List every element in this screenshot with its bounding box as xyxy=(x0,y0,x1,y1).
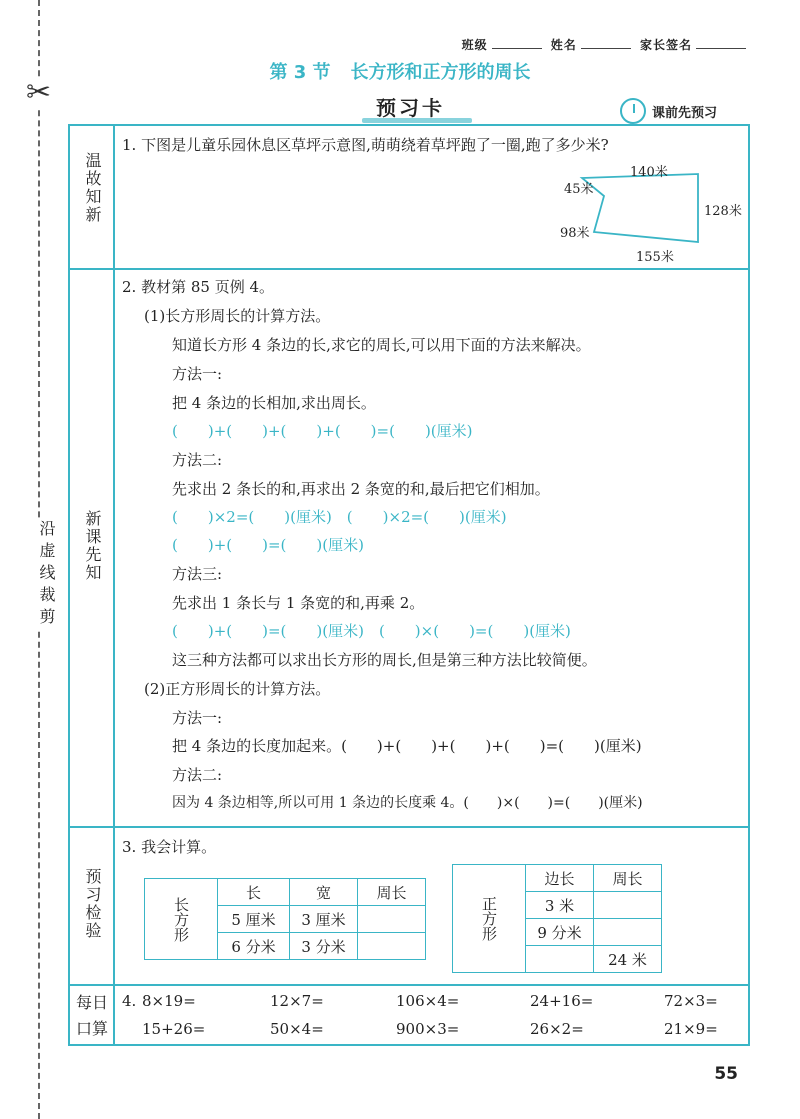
divider-new xyxy=(68,826,750,828)
q3-text: 3. 我会计算。 xyxy=(122,838,217,856)
answer-cell[interactable] xyxy=(594,919,662,946)
rect-side-label-text: 长方形 xyxy=(172,896,190,942)
method3-title: 方法三: xyxy=(172,565,223,583)
method2-formula1[interactable]: ( )×2=( )(厘米) ( )×2=( )(厘米) xyxy=(172,508,507,526)
label-review-text: 温故知新 xyxy=(83,152,102,224)
method3-formula[interactable]: ( )+( )=( )(厘米) ( )×( )=( )(厘米) xyxy=(172,622,571,640)
lawn-shape xyxy=(582,174,698,242)
calc-item[interactable]: 26×2= xyxy=(530,1020,584,1038)
table-cell: 3 米 xyxy=(526,892,594,919)
class-label: 班级 xyxy=(461,38,488,52)
answer-cell[interactable] xyxy=(358,933,426,960)
q2-part1-desc: 知道长方形 4 条边的长,求它的周长,可以用下面的方法来解决。 xyxy=(172,336,591,354)
label-left-bottom: 98米 xyxy=(560,226,590,241)
calc-item[interactable]: 15+26= xyxy=(142,1020,206,1038)
calc-item[interactable]: 21×9= xyxy=(664,1020,718,1038)
method3-desc: 先求出 1 条长与 1 条宽的和,再乘 2。 xyxy=(172,594,425,612)
method2-desc: 先求出 2 条长的和,再求出 2 条宽的和,最后把它们相加。 xyxy=(172,480,550,498)
square-method1-title: 方法一: xyxy=(172,709,223,727)
rect-header: 宽 xyxy=(290,879,358,906)
table-cell: 6 分米 xyxy=(218,933,290,960)
preview-tag xyxy=(620,98,717,124)
q4-prefix: 4. xyxy=(122,992,137,1010)
table-cell: 3 厘米 xyxy=(290,906,358,933)
method1-formula[interactable]: ( )+( )+( )+( )=( )(厘米) xyxy=(172,422,473,440)
table-cell: 24 米 xyxy=(594,946,662,973)
calc-item[interactable]: 900×3= xyxy=(396,1020,460,1038)
square-side-label xyxy=(453,865,526,973)
label-new-text: 新课先知 xyxy=(83,510,102,582)
square-table xyxy=(452,864,662,973)
answer-cell[interactable] xyxy=(526,946,594,973)
q2-part2-title: (2)正方形周长的计算方法。 xyxy=(144,680,331,698)
square-method2-desc[interactable]: 因为 4 条边相等,所以可用 1 条边的长度乘 4。( )×( )=( )(厘米) xyxy=(172,795,643,811)
square-method1-desc[interactable]: 把 4 条边的长度加起来。( )+( )+( )+( )=( )(厘米) xyxy=(172,737,642,755)
label-review xyxy=(70,152,114,224)
section-topic: 长方形和正方形的周长 xyxy=(350,62,531,83)
calc-item[interactable]: 50×4= xyxy=(270,1020,324,1038)
conclusion: 这三种方法都可以求出长方形的周长,但是第三种方法比较简便。 xyxy=(172,651,597,669)
cut-instruction xyxy=(34,520,58,630)
cut-text: 沿虚线裁剪 xyxy=(37,520,56,630)
square-header: 周长 xyxy=(594,865,662,892)
q2-part1-title: (1)长方形周长的计算方法。 xyxy=(144,307,331,325)
method2-title: 方法二: xyxy=(172,451,223,469)
divider-check xyxy=(68,984,750,986)
q1-text: 1. 下图是儿童乐园休息区草坪示意图,萌萌绕着草坪跑了一圈,跑了多少米? xyxy=(122,136,609,154)
answer-cell[interactable] xyxy=(358,906,426,933)
table-cell: 9 分米 xyxy=(526,919,594,946)
page-title xyxy=(0,58,800,84)
calc-item[interactable]: 8×19= xyxy=(142,992,196,1010)
clock-icon xyxy=(620,98,646,124)
calc-item[interactable]: 72×3= xyxy=(664,992,718,1010)
label-daily-line2: 口算 xyxy=(75,1019,108,1038)
header-info xyxy=(462,36,750,53)
label-check xyxy=(70,868,114,940)
section-number: 第 3 节 xyxy=(269,62,331,83)
square-table-wrap xyxy=(452,864,662,973)
name-blank[interactable] xyxy=(581,48,631,49)
square-method2-title: 方法二: xyxy=(172,766,223,784)
parent-label: 家长签名 xyxy=(639,38,692,52)
scissors-icon: ✂ xyxy=(26,75,52,110)
label-bottom: 155米 xyxy=(636,250,674,265)
calc-item[interactable]: 24+16= xyxy=(530,992,594,1010)
rect-table-wrap xyxy=(144,878,426,960)
subtitle: 预习卡 xyxy=(376,96,445,120)
label-left-top: 45米 xyxy=(564,182,594,197)
calc-item[interactable]: 106×4= xyxy=(396,992,460,1010)
method2-formula2[interactable]: ( )+( )=( )(厘米) xyxy=(172,536,364,554)
page-number: 55 xyxy=(714,1064,738,1084)
table-cell: 5 厘米 xyxy=(218,906,290,933)
parent-blank[interactable] xyxy=(696,48,746,49)
preview-tag-text: 课前先预习 xyxy=(652,105,718,121)
table-cell: 3 分米 xyxy=(290,933,358,960)
rect-header: 周长 xyxy=(358,879,426,906)
label-check-text: 预习检验 xyxy=(83,868,102,940)
method1-title: 方法一: xyxy=(172,365,223,383)
square-side-label-text: 正方形 xyxy=(480,896,498,941)
label-top: 140米 xyxy=(630,165,668,180)
rect-header: 长 xyxy=(218,879,290,906)
label-new xyxy=(70,510,114,582)
label-daily xyxy=(70,990,114,1042)
method1-desc: 把 4 条边的长相加,求出周长。 xyxy=(172,394,376,412)
label-daily-line1: 每日 xyxy=(75,993,108,1012)
label-right: 128米 xyxy=(704,204,742,219)
square-header: 边长 xyxy=(526,865,594,892)
q2-intro: 2. 教材第 85 页例 4。 xyxy=(122,278,275,296)
class-blank[interactable] xyxy=(492,48,542,49)
rect-side-label xyxy=(145,879,218,960)
rect-table xyxy=(144,878,426,960)
answer-cell[interactable] xyxy=(594,892,662,919)
name-label: 姓名 xyxy=(550,38,577,52)
calc-item[interactable]: 12×7= xyxy=(270,992,324,1010)
